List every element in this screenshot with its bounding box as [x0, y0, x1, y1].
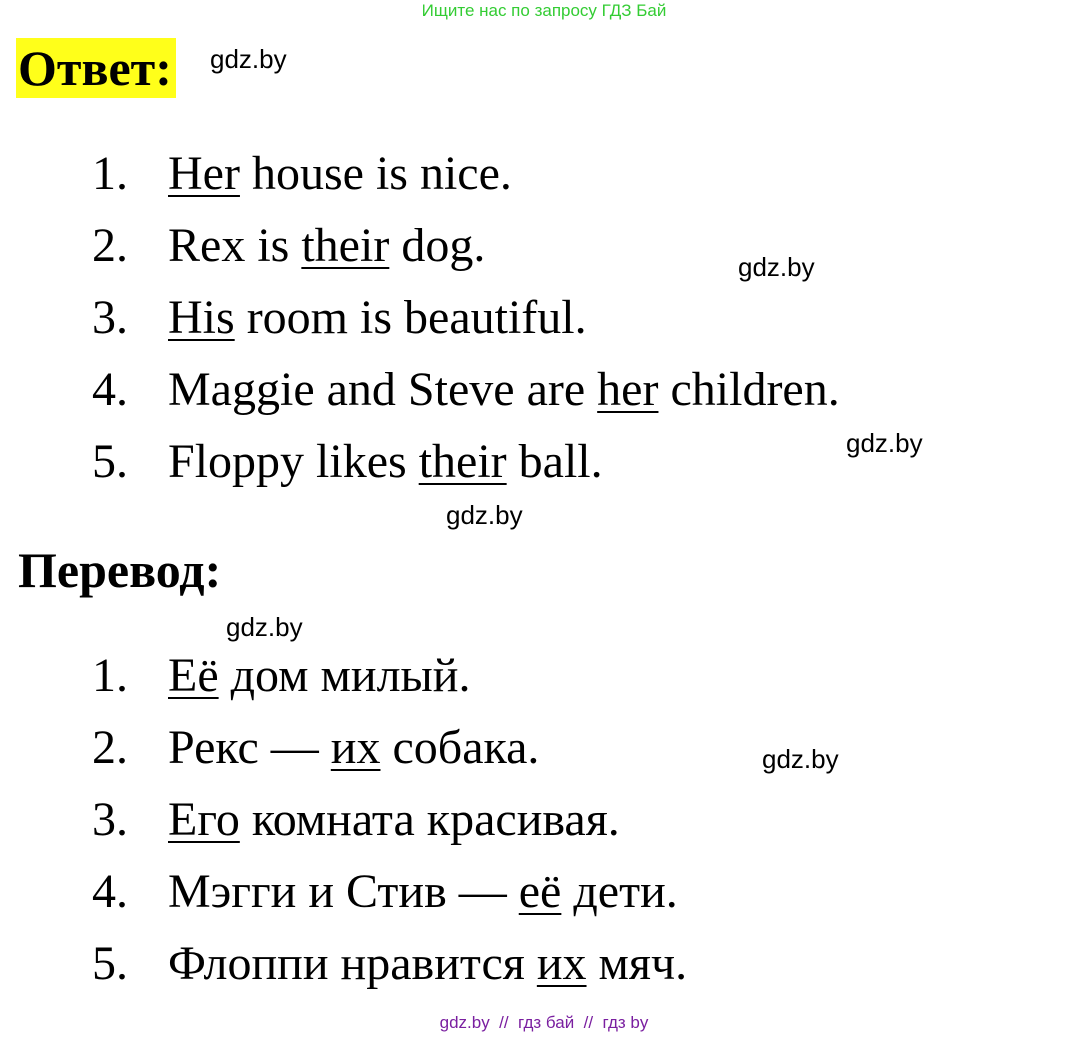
- item-number: 1.: [92, 649, 128, 702]
- item-text: His room is beautiful.: [168, 291, 587, 344]
- underlined-word: her: [597, 363, 659, 416]
- item-number: 4.: [92, 363, 128, 416]
- item-number: 1.: [92, 147, 128, 200]
- top-banner-text: Ищите нас по запросу ГДЗ Бай: [421, 1, 667, 20]
- item-number: 5.: [92, 435, 128, 488]
- item-number: 3.: [92, 793, 128, 846]
- watermark: gdz.by: [846, 428, 923, 458]
- watermark: gdz.by: [446, 500, 523, 530]
- item-text: Floppy likes their ball.: [168, 435, 603, 488]
- translation-heading: Перевод:: [18, 542, 222, 598]
- underlined-word: Её: [168, 649, 219, 702]
- item-number: 2.: [92, 219, 128, 272]
- watermark: gdz.by: [738, 252, 815, 282]
- item-text: Мэгги и Стив — её дети.: [168, 865, 678, 918]
- underlined-word: His: [168, 291, 235, 344]
- underlined-word: её: [518, 865, 562, 918]
- item-number: 2.: [92, 721, 128, 774]
- underlined-word: their: [301, 219, 390, 272]
- item-text: Рекс — их собака.: [168, 721, 540, 774]
- item-number: 3.: [92, 291, 128, 344]
- watermark: gdz.by: [226, 612, 303, 642]
- item-text: Her house is nice.: [168, 147, 512, 200]
- underlined-word: Его: [168, 793, 240, 846]
- underlined-word: их: [330, 721, 381, 774]
- item-text: Её дом милый.: [168, 649, 471, 702]
- underlined-word: their: [418, 435, 507, 488]
- item-number: 4.: [92, 865, 128, 918]
- item-text: Его комната красивая.: [168, 793, 620, 846]
- answer-heading: Ответ:: [16, 38, 176, 98]
- underlined-word: Her: [168, 147, 240, 200]
- watermark: gdz.by: [762, 744, 839, 774]
- underlined-word: их: [536, 937, 587, 990]
- item-text: Rex is their dog.: [168, 219, 486, 272]
- item-text: Maggie and Steve are her children.: [168, 363, 840, 416]
- item-number: 5.: [92, 937, 128, 990]
- watermark: gdz.by: [210, 44, 287, 74]
- item-text: Флоппи нравится их мяч.: [168, 937, 688, 990]
- footer-text: gdz.by // гдз бай // гдз by: [439, 1013, 649, 1032]
